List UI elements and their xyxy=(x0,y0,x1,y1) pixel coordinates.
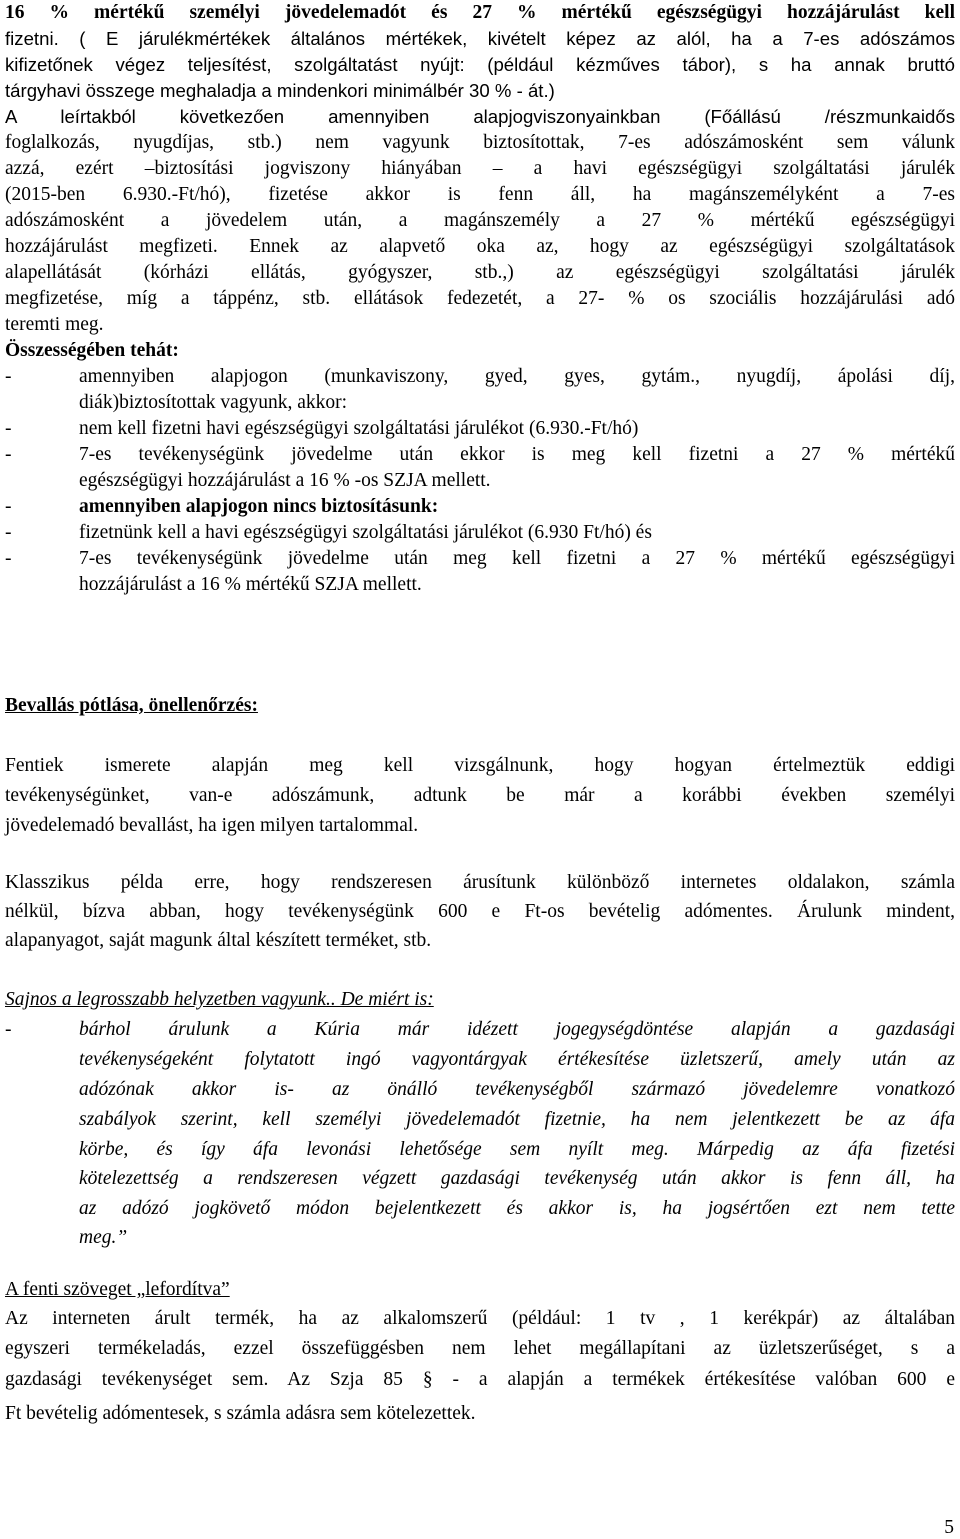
text-line: 7-es tevékenységünk jövedelme után meg kell fizetni a 27 % mértékű egészségügyi xyxy=(79,548,955,569)
page-number: 5 xyxy=(944,1517,954,1538)
text-line: nélkül, bízva abban, hogy tevékenységünk 600 e Ft-os bevételig adómentes. Árulunk mindent, xyxy=(5,901,955,922)
bullet-dash: - xyxy=(5,366,12,387)
text-line: amennyiben alapjogon (munkaviszony, gyed, gyes, gytám., nyugdíj, ápolási díj, xyxy=(79,366,955,387)
text-line: tevékenységünket, van-e adószámunk, adtunk be már a korábbi években személyi xyxy=(5,785,955,806)
text-line: egészségügyi hozzájárulást a 16 % -os SZJA mellett. xyxy=(79,470,491,491)
text-line: azzá, ezért –biztosítási jogviszony hiányában – a havi egészségügyi szolgáltatási járulék xyxy=(5,158,955,179)
text-line: gazdasági tevékenységet sem. Az Szja 85 § - a alapján a termékek értékesítése valóban 600 e xyxy=(5,1369,955,1390)
text-line: Ft bevételig adómentesek, s számla adásra sem kötelezettek. xyxy=(5,1403,476,1424)
text-line: jövedelemadó bevallást, ha igen milyen tartalommal. xyxy=(5,815,419,836)
text-line: Az interneten árult termék, ha az alkalomszerű (például: 1 tv , 1 kerékpár) az általában xyxy=(5,1308,955,1329)
text-line: 16 % mértékű személyi jövedelemadót és 27 % mértékű egészségügyi hozzájárulást kell xyxy=(5,2,955,23)
text-line: Klasszikus példa erre, hogy rendszeresen árusítunk különböző internetes oldalakon, számla xyxy=(5,872,955,893)
text-line: fizetnünk kell a havi egészségügyi szolgáltatási járulékot (6.930 Ft/hó) és xyxy=(79,522,652,543)
text-line: 7-es tevékenységünk jövedelme után ekkor is meg kell fizetni a 27 % mértékű xyxy=(79,444,955,465)
text-line: körbe, és így áfa levonási lehetősége sem nyílt meg. Márpedig az áfa fizetési xyxy=(79,1139,955,1160)
bullet-dash: - xyxy=(5,496,12,517)
text-line: tevékenységeként folytatott ingó vagyontárgyak értékesítése üzletszerű, amely után az xyxy=(79,1049,955,1070)
text-line: alapanyagot, saját magunk által készített terméket, stb. xyxy=(5,930,432,951)
text-line: adószámosként a jövedelem után, a magánszemély a 27 % mértékű egészségügyi xyxy=(5,210,955,231)
bullet-dash: - xyxy=(5,548,12,569)
text-line: egyszeri termékeladás, ezzel összefüggésben nem lehet megállapítani az üzletszerűséget, s a xyxy=(5,1338,955,1359)
bullet-dash: - xyxy=(5,1019,12,1040)
text-line: kifizetőnek végez teljesítést, szolgáltatást nyújt: (például kézműves tábor), s ha annak bruttó xyxy=(5,54,955,75)
text-line: Sajnos a legrosszabb helyzetben vagyunk.. De miért is: xyxy=(5,989,434,1010)
text-line: fizetni. ( E járulékmértékek általános mértékek, kivételt képez az alól, ha a 7-es adószámos xyxy=(5,28,955,49)
text-line: megfizetése, míg a táppénz, stb. ellátások fedezetét, a 27- % os szociális hozzájárulási adó xyxy=(5,288,955,309)
text-line: foglalkozás, nyugdíjas, stb.) nem vagyunk biztosítottak, 7-es adószámosként sem válunk xyxy=(5,132,955,153)
bullet-dash: - xyxy=(5,522,12,543)
text-line: hozzájárulást megfizeti. Ennek az alapvető oka az, hogy az egészségügyi szolgáltatások xyxy=(5,236,955,257)
text-line: bárhol árulunk a Kúria már idézett jogegységdöntése alapján a gazdasági xyxy=(79,1019,955,1040)
text-line: kötelezettség a rendszeresen végzett gazdasági tevékenység után akkor is fenn áll, ha xyxy=(79,1168,955,1189)
bullet-dash: - xyxy=(5,418,12,439)
bullet-dash: - xyxy=(5,444,12,465)
text-line: Bevallás pótlása, önellenőrzés: xyxy=(5,695,258,716)
text-line: nem kell fizetni havi egészségügyi szolgáltatási járulékot (6.930.-Ft/hó) xyxy=(79,418,639,439)
text-line: diák)biztosítottak vagyunk, akkor: xyxy=(79,392,348,413)
text-line: hozzájárulást a 16 % mértékű SZJA mellett. xyxy=(79,574,422,595)
text-line: adózónak akkor is- az önálló tevékenységből származó jövedelemre vonatkozó xyxy=(79,1079,955,1100)
text-line: az adózó jogkövető módon bejelentkezett és akkor is, ha jogsértően ezt nem tette xyxy=(79,1198,955,1219)
text-line: alapellátását (kórházi ellátás, gyógyszer, stb.,) az egészségügyi szolgáltatási járulék xyxy=(5,262,955,283)
text-line: Összességében tehát: xyxy=(5,340,179,361)
text-line: Fentiek ismerete alapján meg kell vizsgálnunk, hogy hogyan értelmeztük eddigi xyxy=(5,755,955,776)
text-line: (2015-ben 6.930.-Ft/hó), fizetése akkor is fenn áll, ha magánszemélyként a 7-es xyxy=(5,184,955,205)
text-line: A leírtakból következően amennyiben alapjogviszonyainkban (Főállású /részmunkaidős xyxy=(5,106,955,127)
text-line: A fenti szöveget „lefordítva” xyxy=(5,1279,230,1300)
text-line: szabályok szerint, kell személyi jövedelemadót fizetnie, ha nem jelentkezett be az áfa xyxy=(79,1109,955,1130)
text-line: teremti meg. xyxy=(5,314,104,335)
text-line: amennyiben alapjogon nincs biztosításunk: xyxy=(79,496,439,517)
text-line: meg.” xyxy=(79,1227,128,1248)
text-line: tárgyhavi összege meghaladja a mindenkori minimálbér 30 % - át.) xyxy=(5,80,555,101)
